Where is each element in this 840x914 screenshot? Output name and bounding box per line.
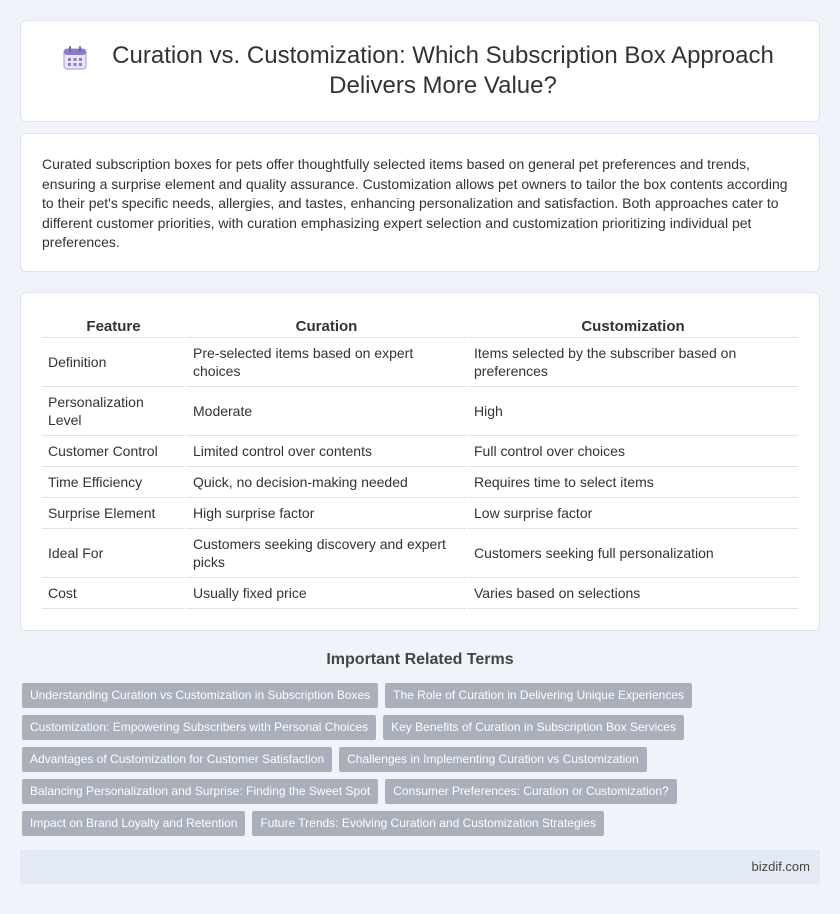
customization-cell: Requires time to select items <box>467 466 798 497</box>
related-term-link[interactable]: Challenges in Implementing Curation vs Customization <box>339 747 646 772</box>
related-terms-title: Important Related Terms <box>326 651 514 668</box>
related-term-link[interactable]: Understanding Curation vs Customization in Subscription Boxes <box>22 683 378 708</box>
related-term-link[interactable]: Customization: Empowering Subscribers with Personal Choices <box>22 715 376 740</box>
related-terms-list <box>22 683 812 843</box>
customization-cell: High <box>467 386 798 435</box>
curation-cell: High surprise factor <box>186 497 467 528</box>
footer-site-name: bizdif.com <box>751 859 810 874</box>
feature-cell: Customer Control <box>42 435 186 466</box>
table-header-row <box>42 315 798 337</box>
calendar-grid-icon <box>61 44 89 72</box>
feature-cell: Ideal For <box>42 528 186 577</box>
customization-cell: Varies based on selections <box>467 577 798 608</box>
feature-cell: Time Efficiency <box>42 466 186 497</box>
comparison-table <box>42 315 798 609</box>
header-curation: Curation <box>186 315 467 337</box>
feature-cell: Cost <box>42 577 186 608</box>
footer <box>20 850 820 884</box>
header-customization: Customization <box>467 315 798 337</box>
customization-cell: Low surprise factor <box>467 497 798 528</box>
table-row <box>42 528 798 577</box>
table-row <box>42 435 798 466</box>
table-row <box>42 497 798 528</box>
title-card <box>20 20 820 122</box>
comparison-card <box>20 292 820 631</box>
table-row <box>42 577 798 608</box>
table-row <box>42 466 798 497</box>
table-row <box>42 386 798 435</box>
summary-paragraph: Curated subscription boxes for pets offer thoughtfully selected items based on general pet preferences and trends, ensuring a surprise element and quality assurance. Customization allows pet owners to tailor the box contents according to their pet's specific needs, allergies, and tastes, enhancing personalization and satisfaction. Both approaches cater to different customer priorities, with curation emphasizing expert selection and customization prioritizing individual pet preferences. <box>42 156 788 250</box>
header-feature: Feature <box>42 315 186 337</box>
feature-cell: Definition <box>42 337 186 386</box>
page-title: Curation vs. Customization: Which Subscription Box Approach Delivers More Value? <box>112 42 774 99</box>
curation-cell: Quick, no decision-making needed <box>186 466 467 497</box>
related-term-link[interactable]: Key Benefits of Curation in Subscription Box Services <box>383 715 684 740</box>
related-term-link[interactable]: Impact on Brand Loyalty and Retention <box>22 811 245 836</box>
curation-cell: Moderate <box>186 386 467 435</box>
curation-cell: Pre-selected items based on expert choices <box>186 337 467 386</box>
table-row <box>42 337 798 386</box>
related-term-link[interactable]: Balancing Personalization and Surprise: Finding the Sweet Spot <box>22 779 378 804</box>
customization-cell: Customers seeking full personalization <box>467 528 798 577</box>
curation-cell: Limited control over contents <box>186 435 467 466</box>
related-term-link[interactable]: Future Trends: Evolving Curation and Customization Strategies <box>252 811 604 836</box>
summary-card <box>20 133 820 272</box>
customization-cell: Items selected by the subscriber based on preferences <box>467 337 798 386</box>
feature-cell: Surprise Element <box>42 497 186 528</box>
related-term-link[interactable]: Advantages of Customization for Customer Satisfaction <box>22 747 332 772</box>
related-term-link[interactable]: Consumer Preferences: Curation or Customization? <box>385 779 676 804</box>
curation-cell: Usually fixed price <box>186 577 467 608</box>
customization-cell: Full control over choices <box>467 435 798 466</box>
related-term-link[interactable]: The Role of Curation in Delivering Unique Experiences <box>385 683 692 708</box>
feature-cell: Personalization Level <box>42 386 186 435</box>
curation-cell: Customers seeking discovery and expert picks <box>186 528 467 577</box>
